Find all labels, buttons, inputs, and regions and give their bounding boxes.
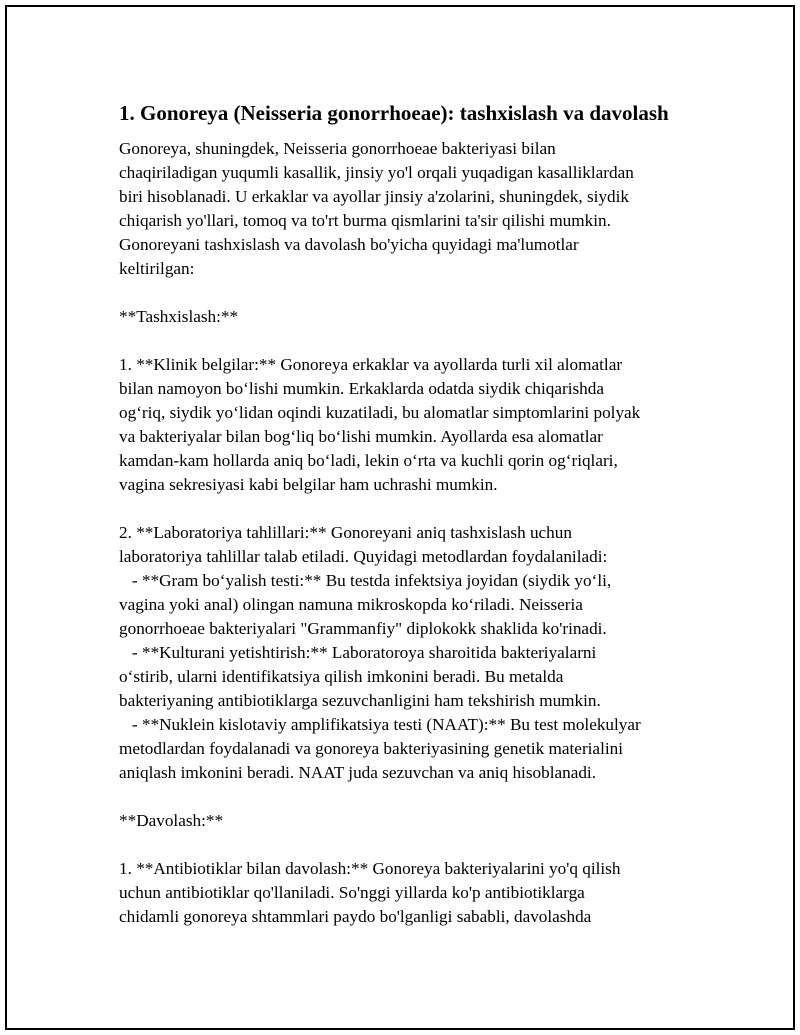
document-title: 1. Gonoreya (Neisseria gonorrhoeae): tashxislash va davolash — [119, 101, 669, 125]
text-line: chidamli gonoreya shtammlari paydo bo'lganligi sababli, davolashda — [119, 907, 592, 926]
text-line: - **Gram bo‘yalish testi:** Bu testda infektsiya joyidan (siydik yo‘li, — [119, 571, 612, 590]
text-line: Gonoreya, shuningdek, Neisseria gonorrhoeae bakteriyasi bilan — [119, 139, 556, 158]
text-line: aniqlash imkonini beradi. NAAT juda sezuvchan va aniq hisoblanadi. — [119, 763, 597, 782]
text-line: uchun antibiotiklar qo'llaniladi. So'nggi yillarda ko'p antibiotiklarga — [119, 883, 585, 902]
lab-tests-paragraph — [119, 521, 699, 785]
page-frame — [5, 5, 795, 1030]
text-line: 1. **Antibiotiklar bilan davolash:** Gonoreya bakteriyalarini yo'q qilish — [119, 859, 621, 878]
text-line: metodlardan foydalanadi va gonoreya bakteriyasining genetik materialini — [119, 739, 623, 758]
text-line: o‘stirib, ularni identifikatsiya qilish imkonini beradi. Bu metalda — [119, 667, 564, 686]
text-line: 2. **Laboratoriya tahlillari:** Gonoreyani aniq tashxislash uchun — [119, 523, 572, 542]
text-line: laboratoriya tahlillar talab etiladi. Quyidagi metodlardan foydalaniladi: — [119, 547, 608, 566]
document-body — [119, 99, 699, 953]
treatment-paragraph — [119, 857, 699, 929]
text-line: gonorrhoeae bakteriyalari "Grammanfiy" diplokokk shaklida ko'rinadi. — [119, 619, 607, 638]
text-line: bilan namoyon bo‘lishi mumkin. Erkaklarda odatda siydik chiqarishda — [119, 379, 604, 398]
text-line: va bakteriyalar bilan bog‘liq bo‘lishi mumkin. Ayollarda esa alomatlar — [119, 427, 603, 446]
text-line: bakteriyaning antibiotiklarga sezuvchanligini ham tekshirish mumkin. — [119, 691, 601, 710]
text-line: kamdan-kam hollarda aniq bo‘ladi, lekin o‘rta va kuchli qorin og‘riqlari, — [119, 451, 618, 470]
intro-paragraph — [119, 137, 699, 281]
text-line: keltirilgan: — [119, 259, 195, 278]
text-line: biri hisoblanadi. U erkaklar va ayollar jinsiy a'zolarini, shuningdek, siydik — [119, 187, 630, 206]
section-heading-tashxislash — [119, 305, 699, 329]
text-line: - **Kulturani yetishtirish:** Laboratoroya sharoitida bakteriyalarni — [119, 643, 597, 662]
text-line: og‘riq, siydik yo‘lidan oqindi kuzatiladi, bu alomatlar simptomlarini polyak — [119, 403, 641, 422]
text-line: chaqiriladigan yuqumli kasallik, jinsiy yo'l orqali yuqadigan kasalliklardan — [119, 163, 634, 182]
text-line: **Davolash:** — [119, 811, 224, 830]
text-line: 1. **Klinik belgilar:** Gonoreya erkaklar va ayollarda turli xil alomatlar — [119, 355, 623, 374]
text-line: Gonoreyani tashxislash va davolash bo'yicha quyidagi ma'lumotlar — [119, 235, 579, 254]
section-heading-davolash — [119, 809, 699, 833]
text-line: vagina sekresiyasi kabi belgilar ham uchrashi mumkin. — [119, 475, 498, 494]
text-line: **Tashxislash:** — [119, 307, 239, 326]
text-line: vagina yoki anal) olingan namuna mikroskopda ko‘riladi. Neisseria — [119, 595, 583, 614]
text-line: chiqarish yo'llari, tomoq va to'rt burma qismlarini ta'sir qilishi mumkin. — [119, 211, 611, 230]
clinical-signs-paragraph — [119, 353, 699, 497]
text-line: - **Nuklein kislotaviy amplifikatsiya testi (NAAT):** Bu test molekulyar — [119, 715, 641, 734]
